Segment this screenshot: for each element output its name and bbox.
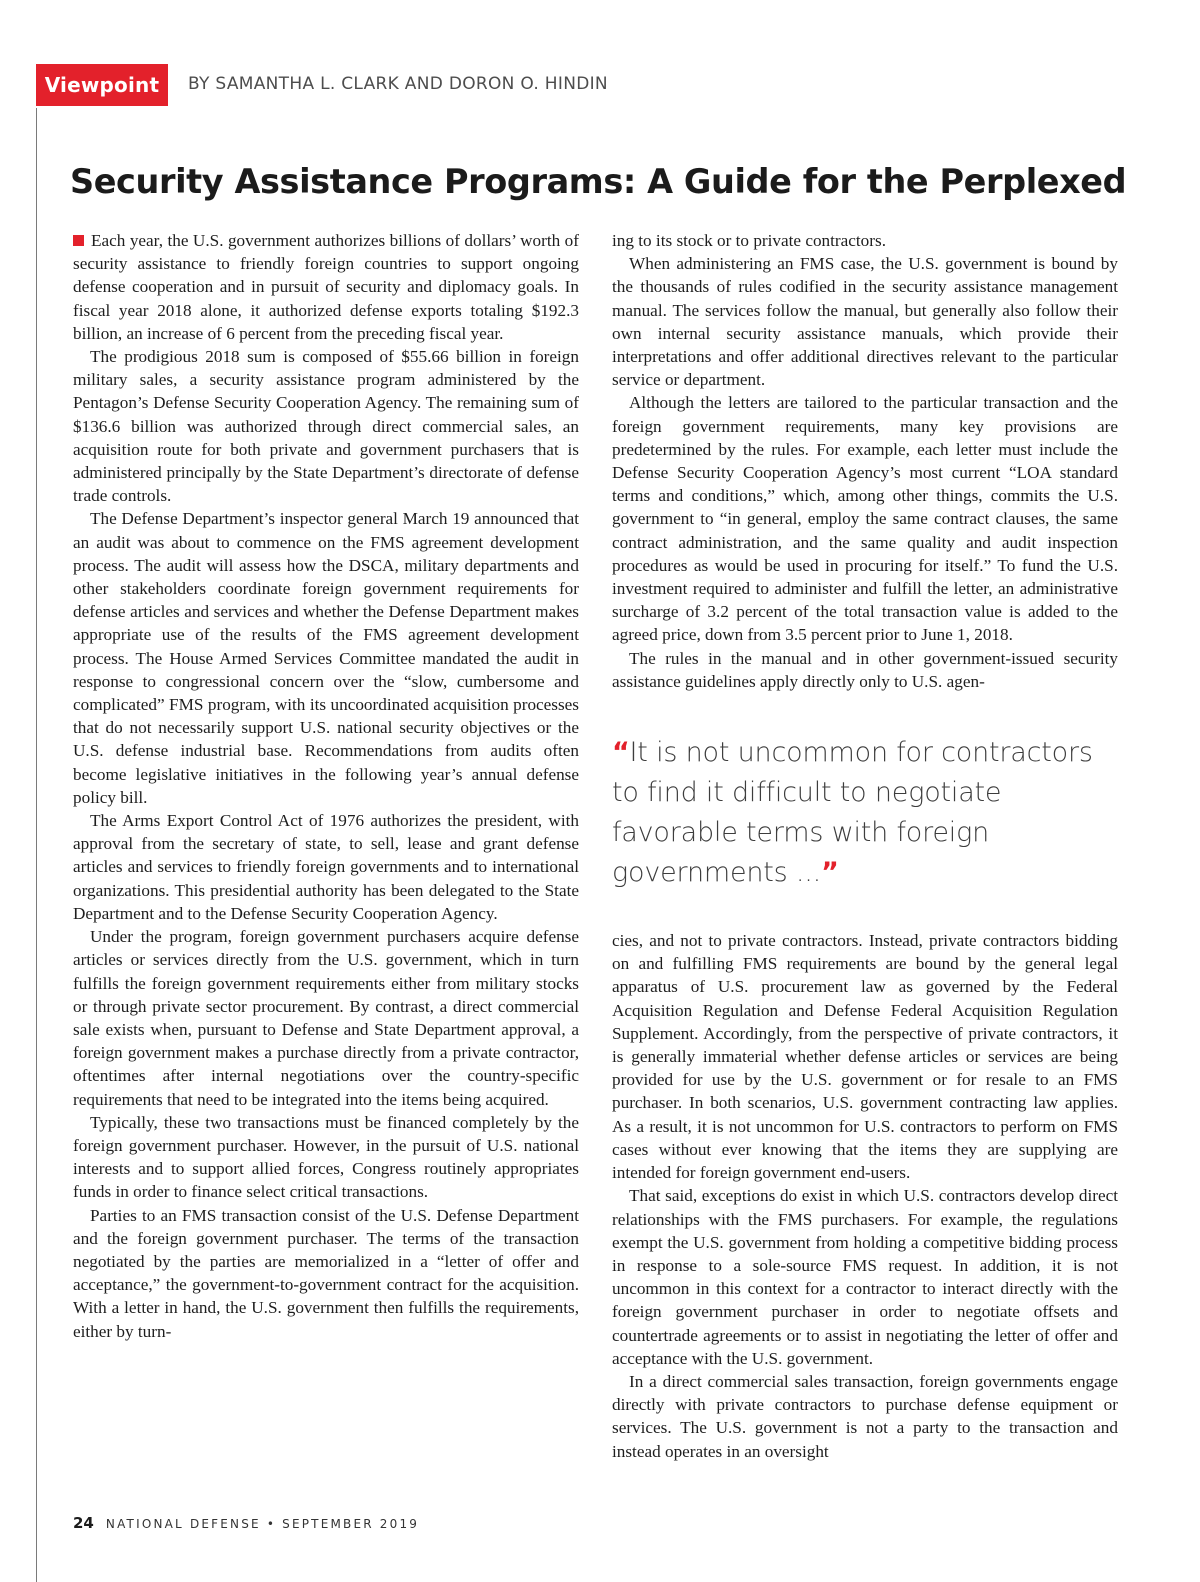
paragraph: That said, exceptions do exist in which U.S. contractors develop direct relationships with the FMS purchasers. For example, the regulations exempt the U.S. government from holding a competitive bidding process in response to a sole-source FMS request. In addition, it is not uncommon in this context for a contractor to interact directly with the foreign government purchaser in order to negotiate offsets and countertrade agreements or to assist in negotiating the letter of offer and acceptance with the U.S. government. <box>612 1186 1118 1368</box>
article-headline: Security Assistance Programs: A Guide for the Perplexed <box>70 162 1127 201</box>
red-square-bullet-icon <box>73 235 84 246</box>
paragraph: Under the program, foreign government purchasers acquire defense articles or services directly from the U.S. government, which in turn fulfills the foreign government requirements either from military stocks or through private sector procurement. By contrast, a direct commercial sale exists when, pursuant to Defense and State Department approval, a foreign government makes a purchase directly from a private contractor, oftentimes after internal negotiations over the country-specific requirements that need to be integrated into the items being acquired. <box>73 927 579 1109</box>
right-column <box>612 229 1118 1463</box>
paragraph: The prodigious 2018 sum is composed of $55.66 billion in foreign military sales, a security assistance program administered by the Pentagon’s Defense Security Cooperation Agency. The remaining sum of $136.6 billion was authorized through direct commercial sales, an acquisition route for both private and government purchasers that is administered principally by the State Department’s directorate of defense trade controls. <box>73 347 579 506</box>
pull-quote <box>612 733 1118 893</box>
paragraph: The Defense Department’s inspector general March 19 announced that an audit was about to commence on the FMS agreement development process. The audit will assess how the DSCA, military departments and other stakeholders coordinate foreign government requirements for defense articles and services and whether the Defense Department makes appropriate use of the results of the FMS agreement development process. The House Armed Services Committee mandated the audit in response to congressional concern over the “slow, cumbersome and complicated” FMS program, with its uncoordinated acquisition processes that do not necessarily support U.S. national security objectives or the U.S. defense industrial base. Recommendations from audits often become legislative initiatives in the following year’s annual defense policy bill. <box>73 509 579 807</box>
paragraph: ing to its stock or to private contractors. <box>612 231 886 250</box>
paragraph: The Arms Export Control Act of 1976 authorizes the president, with approval from the secretary of state, to sell, lease and grant defense articles and services to friendly foreign governments and to international organizations. This presidential authority has been delegated to the State Department and to the Defense Security Cooperation Agency. <box>73 811 579 923</box>
paragraph: Parties to an FMS transaction consist of the U.S. Defense Department and the foreign government purchaser. The terms of the transaction negotiated by the parties are memorialized in a “letter of offer and acceptance,” the government-to-government contract for the acquisition. With a letter in hand, the U.S. government then fulfills the requirements, either by turn- <box>73 1205 579 1341</box>
paragraph: cies, and not to private contractors. Instead, private contractors bidding on and fulfilling FMS requirements are bound by the general legal apparatus of U.S. procurement law as governed by the Federal Acquisition Regulation and Defense Federal Acquisition Regulation Supplement. Accordingly, from the perspective of private contractors, it is generally immaterial whether defense articles or services are being provided for use by the U.S. government or for resale to an FMS purchaser. In both scenarios, U.S. government contracting law applies. As a result, it is not uncommon for U.S. contractors to perform on FMS cases without ever knowing that the items they are supplying are intended for foreign government end-users. <box>612 931 1118 1183</box>
paragraph: Each year, the U.S. government authorizes billions of dollars’ worth of security assistance to friendly foreign countries to support ongoing defense cooperation and in pursuit of security and diplomacy goals. In fiscal year 2018 alone, it authorized defense exports totaling $192.3 billion, an increase of 6 percent from the preceding fiscal year. <box>73 231 579 343</box>
publication-line: NATIONAL DEFENSE • SEPTEMBER 2019 <box>105 1517 420 1531</box>
paragraph: Typically, these two transactions must be financed completely by the foreign government purchaser. However, in the pursuit of U.S. national interests and to support allied forces, Congress routinely appropriates funds in order to finance select critical transactions. <box>73 1112 579 1202</box>
page-left-rule <box>36 108 37 1582</box>
paragraph: In a direct commercial sales transaction, foreign governments engage directly with private contractors to purchase defense equipment or services. The U.S. government is not a party to the transaction and instead operates in an oversight <box>612 1371 1118 1461</box>
section-tag: Viewpoint <box>36 64 168 106</box>
left-column <box>73 229 579 1343</box>
close-quote-mark: ” <box>821 857 839 889</box>
paragraph: When administering an FMS case, the U.S. government is bound by the thousands of rules codified in the security assistance management manual. The services follow the manual, but generally also follow their own internal security assistance manuals, which provide their interpretations and offer additional directives relevant to the particular service or department. <box>612 254 1118 390</box>
open-quote-mark: “ <box>612 737 630 769</box>
page-number: 24 <box>73 1514 94 1532</box>
page-footer <box>73 1514 419 1532</box>
paragraph: The rules in the manual and in other government-issued security assistance guidelines apply directly only to U.S. agen- <box>612 648 1118 691</box>
byline: BY SAMANTHA L. CLARK AND DORON O. HINDIN <box>188 74 608 94</box>
pull-quote-text: It is not uncommon for contractors to find it difficult to negotiate favorable terms with foreign governments ... <box>612 737 1093 889</box>
paragraph: Although the letters are tailored to the particular transaction and the foreign government requirements, many key provisions are predetermined by the rules. For example, each letter must include the Defense Security Cooperation Agency’s most current “LOA standard terms and conditions,” which, among other things, commits the U.S. government to “in general, employ the same contract clauses, the same contract administration, and the same quality and audit inspection procedures as would be used in procuring for itself.” To fund the U.S. investment required to administer and fulfill the letter, an administrative surcharge of 3.2 percent of the total transaction value is added to the agreed price, down from 3.5 percent prior to June 1, 2018. <box>612 393 1118 645</box>
